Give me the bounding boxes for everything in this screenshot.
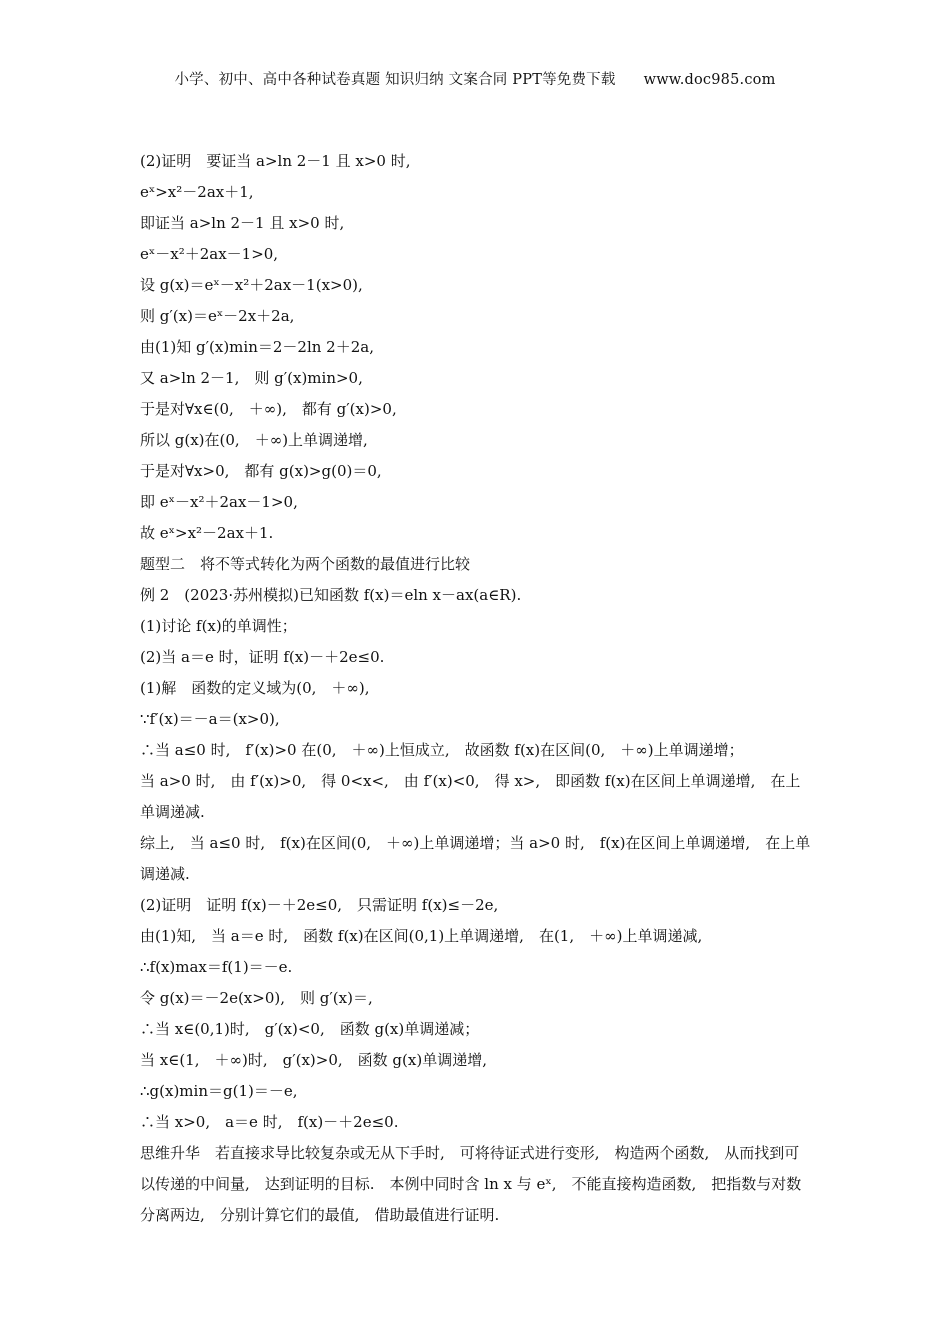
text-line: 所以 g(x)在(0, ＋∞)上单调递增,	[140, 431, 368, 449]
section-heading: 题型二 将不等式转化为两个函数的最值进行比较	[140, 555, 471, 573]
text-line: ∴f(x)max＝f(1)＝－e.	[140, 958, 293, 976]
text-line: 当 a>0 时, 由 f′(x)>0, 得 0<x<, 由 f′(x)<0, 得 x>, 即函数 f(x)在区间上单调递增, 在上单调递减.	[140, 772, 801, 821]
text-line: 综上, 当 a≤0 时, f(x)在区间(0, ＋∞)上单调递增；当 a>0 时, f(x)在区间上单调递增, 在上单调递减.	[140, 834, 811, 883]
text-line: 令 g(x)＝－2e(x>0), 则 g′(x)＝,	[140, 989, 373, 1007]
text-line: ∴当 x>0, a＝e 时, f(x)－＋2e≤0.	[140, 1113, 399, 1131]
text-line: 即 eˣ－x²＋2ax－1>0,	[140, 493, 298, 511]
text-line: (2)证明 要证当 a>ln 2－1 且 x>0 时,	[140, 152, 411, 170]
summary-paragraph: 思维升华 若直接求导比较复杂或无从下手时, 可将待证式进行变形, 构造两个函数, 从而找到可以传递的中间量, 达到证明的目标. 本例中同时含 ln x 与 eˣ, 不能直接构造函数, 把指数与对数分离两边, 分别计算它们的最值, 借助最值进行证明.	[140, 1144, 802, 1224]
text-line: 于是对∀x>0, 都有 g(x)>g(0)＝0,	[140, 462, 382, 480]
example-title: 例 2 (2023·苏州模拟)已知函数 f(x)＝eln x－ax(a∈R).	[140, 586, 522, 604]
text-line: (2)证明 证明 f(x)－＋2e≤0, 只需证明 f(x)≤－2e,	[140, 896, 499, 914]
text-line: eˣ－x²＋2ax－1>0,	[140, 245, 279, 263]
text-line: ∴当 a≤0 时, f′(x)>0 在(0, ＋∞)上恒成立, 故函数 f(x)在区间(0, ＋∞)上单调递增；	[140, 741, 744, 759]
text-line: 由(1)知 g′(x)min＝2－2ln 2＋2a,	[140, 338, 374, 356]
page-header	[0, 68, 950, 89]
text-line: eˣ>x²－2ax＋1,	[140, 183, 254, 201]
text-line: ∴当 x∈(0,1)时, g′(x)<0, 函数 g(x)单调递减；	[140, 1020, 480, 1038]
text-line: 设 g(x)＝eˣ－x²＋2ax－1(x>0),	[140, 276, 363, 294]
text-line: 由(1)知, 当 a＝e 时, 函数 f(x)在区间(0,1)上单调递增, 在(1, ＋∞)上单调递减,	[140, 927, 703, 945]
text-line: (1)解 函数的定义域为(0, ＋∞),	[140, 679, 370, 697]
question-line: (2)当 a＝e 时，证明 f(x)－＋2e≤0.	[140, 648, 385, 666]
text-line: ∵f′(x)＝－a＝(x>0),	[140, 710, 280, 728]
header-text: 小学、初中、高中各种试卷真题 知识归纳 文案合同 PPT等免费下载	[174, 72, 616, 88]
text-line: 当 x∈(1, ＋∞)时, g′(x)>0, 函数 g(x)单调递增,	[140, 1051, 487, 1069]
text-line: 故 eˣ>x²－2ax＋1.	[140, 524, 274, 542]
text-line: 又 a>ln 2－1, 则 g′(x)min>0,	[140, 369, 363, 387]
text-line: 于是对∀x∈(0, ＋∞), 都有 g′(x)>0,	[140, 400, 397, 418]
question-line: (1)讨论 f(x)的单调性；	[140, 617, 297, 635]
text-line: 则 g′(x)＝eˣ－2x＋2a,	[140, 307, 295, 325]
document-body	[140, 146, 812, 1231]
text-line: 即证当 a>ln 2－1 且 x>0 时,	[140, 214, 345, 232]
header-site: www.doc985.com	[643, 72, 776, 88]
text-line: ∴g(x)min＝g(1)＝－e,	[140, 1082, 298, 1100]
